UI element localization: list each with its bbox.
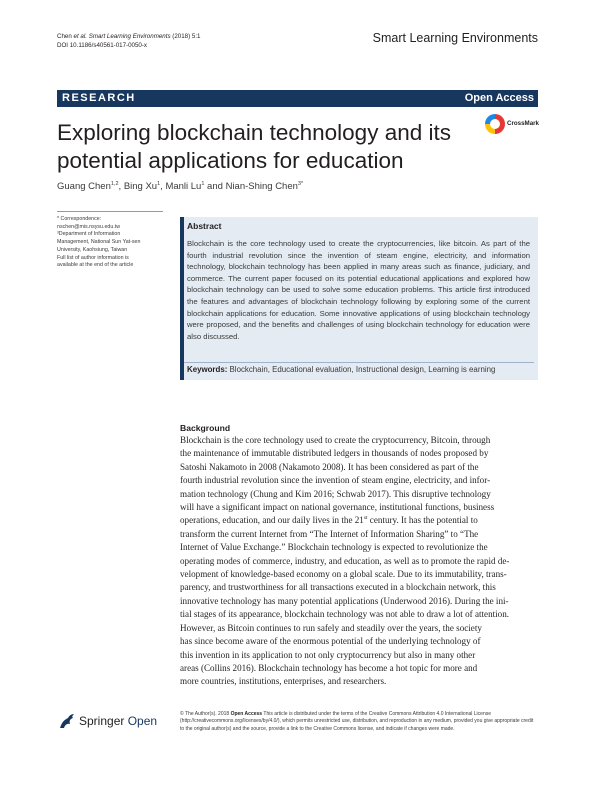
divider <box>57 211 163 212</box>
article-title: Exploring blockchain technology and its potential applications for education <box>57 120 451 173</box>
license-footer: © The Author(s). 2018 Open Access This article is distributed under the terms of the Creative Commons Attribution 4.0 International License (http://creativecommons.org/licenses/by/4.0/), which permits unrestricted use, distribution, and reproduction in any medium, provided you give appropriate credit to the original author(s) and the source, provide a link to the Creative Commons license, and indicate if changes were made. <box>180 711 534 732</box>
author[interactable]: Bing Xu$^1$ <box>123 181 161 193</box>
crossmark-icon <box>485 114 505 134</box>
citation-journal: Smart Learning Environments <box>88 33 171 40</box>
crossmark-label: CrossMark <box>507 120 539 127</box>
abstract-divider <box>184 362 534 363</box>
background-body: Blockchain is the core technology used to create the cryptocurrency, Bitcoin, through the maintenance of immutable distributed ledgers in thousands of nodes proposed by Satoshi Nakamoto in 2008 (Nakamoto 2008). It has been considered as part of the fourth industrial revolution since the invention of steam engine, electricity, and infor- mation technology (Chung and Kim 2016; Schwab 2017). This disruptive technology will have a significant impact on national governance, institutional functions, business operations, education, and our daily lives in the 21st century. It has the potential to transform the current Internet from “The Internet of Information Sharing” to “The Internet of Value Exchange.” Blockchain technology is expected to revolutionize the operating modes of commerce, industry, and education, as well as to promote the rapid de- velopment of knowledge-based economy on a global scale. Due to its immutability, trans- parency, and trustworthiness for all transactions executed in a blockchain network, this innovative technology has many potential applications (Underwood 2016). During the ini- tial stages of its appearance, blockchain technology was not able to draw a lot of attention. However, as Bitcoin continues to run safely and steadily over the years, the society has since become aware of the enormous potential of the underlying technology of this invention in its application to not only cryptocurrency but also in many other areas (Collins 2016). Blockchain technology has become a hot topic for more and more countries, institutions, enterprises, and researchers. <box>180 435 510 687</box>
keywords-list: Blockchain, Educational evaluation, Instructional design, Learning is earning <box>229 365 496 374</box>
author-list: Guang Chen$^{1,2}$, Bing Xu$^1$, Manli Lu$^1$ and Nian-Shing Chen$^{3*}$ <box>57 181 304 193</box>
springer-open-logo <box>57 711 177 731</box>
abstract-text: Blockchain is the core technology used to create the cryptocurrencies, like bitcoin. As part of the fourth industrial revolution since the invention of steam engine, electricity, and information technology, blockchain technology has been applied in many areas such as finance, judiciary, and commerce. The current paper focused on its potential educational applications and explored how blockchain technology can be used to solve some education problems. This article first introduced the features and advantages of blockchain technology following by exploring some of the current blockchain applications for education. Some innovative applications of using blockchain technology were proposed, and the benefits and challenges of using blockchain technology for education were also discussed. <box>187 239 530 341</box>
background-heading: Background <box>180 423 231 433</box>
author[interactable]: Manli Lu$^1$ <box>165 181 205 193</box>
abstract-heading: Abstract <box>187 221 222 231</box>
citation-authors: Chen <box>57 33 72 40</box>
publisher-wordmark: Springer Open <box>79 714 158 728</box>
journal-name: Smart Learning Environments <box>372 31 538 45</box>
correspondence-email[interactable]: nschen@mis.nsysu.edu.tw <box>57 223 121 230</box>
article-type-banner <box>57 90 538 107</box>
abstract-accent-bar <box>180 217 184 380</box>
citation-line <box>57 32 201 41</box>
author[interactable]: Guang Chen$^{1,2}$ <box>57 181 119 193</box>
citation-header <box>57 32 201 50</box>
springer-horse-icon <box>57 712 77 730</box>
citation-etal: et al. <box>73 33 87 40</box>
license-text: This article is distributed under the terms of the Creative Commons Attribution 4.0 International License (http://creativecommons.org/licenses/by/4.0/), which permits unrestricted use, distribution, and reproduction in any medium, provided you give appropriate credit to the original author(s) and the source, provide a link to the Creative Commons license, and indicate if changes were made. <box>180 711 534 732</box>
correspondence-info: * Correspondence: nschen@mis.nsysu.edu.tw ³Department of Information Management, National Sun Yat-sen University, Kaohsiung, Taiwan Full list of author information is available at the end of the article <box>57 216 169 270</box>
author[interactable]: Nian-Shing Chen$^{3*}$ <box>225 181 304 193</box>
open-access-label: Open Access <box>464 92 534 104</box>
crossmark-badge[interactable] <box>485 114 545 136</box>
keywords <box>187 365 495 374</box>
section-label: RESEARCH <box>62 92 136 104</box>
citation-year-volume: (2018) 5:1 <box>172 33 201 40</box>
keywords-label: Keywords: <box>187 365 228 374</box>
doi[interactable]: DOI 10.1186/s40561-017-0050-x <box>57 42 148 49</box>
